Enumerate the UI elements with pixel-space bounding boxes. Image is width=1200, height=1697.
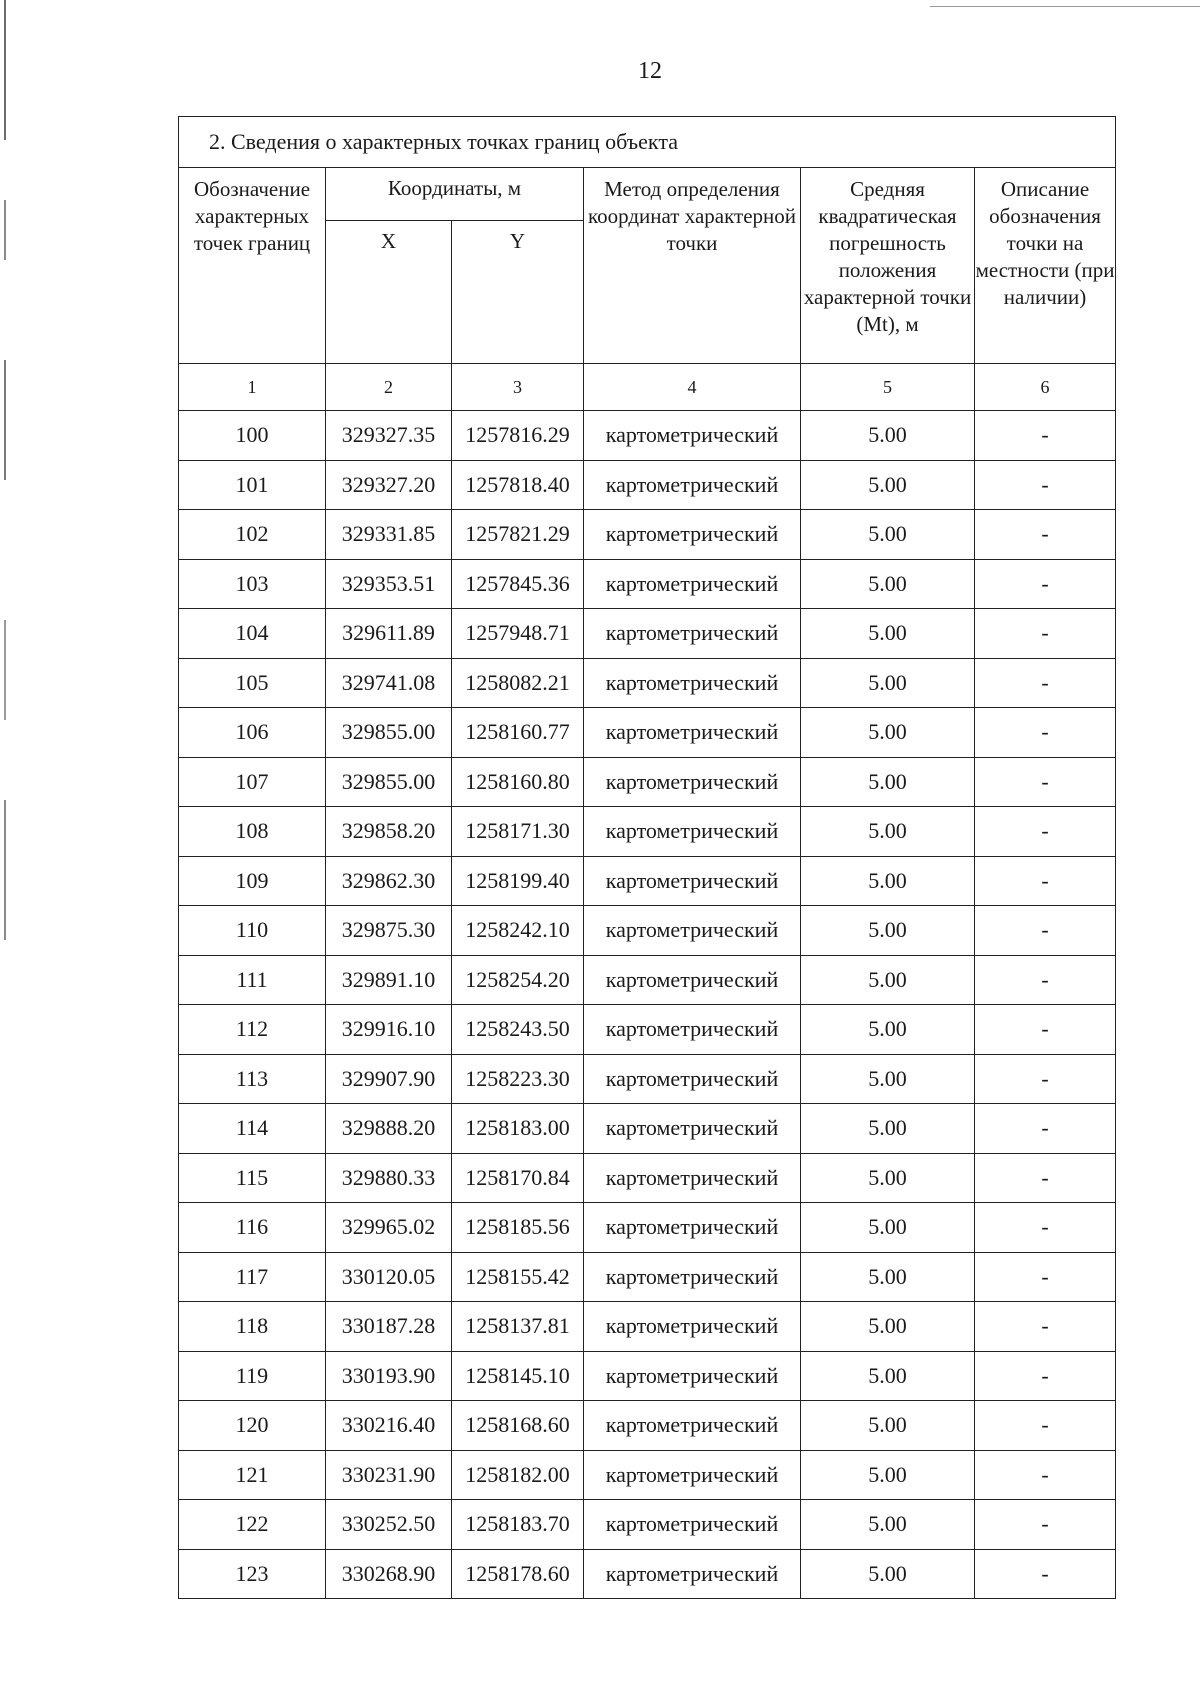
table-row	[179, 1549, 1116, 1599]
header-y: Y	[452, 221, 584, 364]
method: картометрический	[584, 1302, 801, 1352]
column-number: 3	[452, 364, 584, 411]
error-mt: 5.00	[801, 955, 975, 1005]
error-mt: 5.00	[801, 510, 975, 560]
method: картометрический	[584, 1054, 801, 1104]
header-description: Описание обозначения точки на местности (при наличии)	[975, 168, 1116, 364]
header-designation: Обозначение характерных точек границ	[179, 168, 326, 364]
column-number: 2	[326, 364, 452, 411]
coord-x: 329888.20	[326, 1104, 452, 1154]
table-row	[179, 906, 1116, 956]
error-mt: 5.00	[801, 757, 975, 807]
coord-x: 329875.30	[326, 906, 452, 956]
coord-y: 1258182.00	[452, 1450, 584, 1500]
error-mt: 5.00	[801, 1401, 975, 1451]
point-designation: 102	[179, 510, 326, 560]
description: -	[975, 1401, 1116, 1451]
coord-y: 1258160.80	[452, 757, 584, 807]
method: картометрический	[584, 460, 801, 510]
coord-y: 1258223.30	[452, 1054, 584, 1104]
coord-x: 330120.05	[326, 1252, 452, 1302]
coord-x: 329891.10	[326, 955, 452, 1005]
point-designation: 120	[179, 1401, 326, 1451]
point-designation: 116	[179, 1203, 326, 1253]
coord-x: 329916.10	[326, 1005, 452, 1055]
coord-y: 1258183.70	[452, 1500, 584, 1550]
coord-y: 1258168.60	[452, 1401, 584, 1451]
coord-y: 1258178.60	[452, 1549, 584, 1599]
table-row	[179, 856, 1116, 906]
table-row	[179, 1252, 1116, 1302]
method: картометрический	[584, 1252, 801, 1302]
table-row	[179, 1500, 1116, 1550]
error-mt: 5.00	[801, 1153, 975, 1203]
coord-y: 1257818.40	[452, 460, 584, 510]
description: -	[975, 1450, 1116, 1500]
header-x: X	[326, 221, 452, 364]
boundary-points-table	[178, 116, 1116, 1599]
method: картометрический	[584, 807, 801, 857]
coord-x: 329880.33	[326, 1153, 452, 1203]
table-row	[179, 411, 1116, 461]
method: картометрический	[584, 1104, 801, 1154]
point-designation: 121	[179, 1450, 326, 1500]
column-numbers-row	[179, 364, 1116, 411]
coord-y: 1258254.20	[452, 955, 584, 1005]
error-mt: 5.00	[801, 708, 975, 758]
method: картометрический	[584, 1351, 801, 1401]
description: -	[975, 510, 1116, 560]
point-designation: 112	[179, 1005, 326, 1055]
header-coordinates: Координаты, м	[326, 168, 584, 221]
point-designation: 111	[179, 955, 326, 1005]
description: -	[975, 1549, 1116, 1599]
error-mt: 5.00	[801, 1302, 975, 1352]
description: -	[975, 1153, 1116, 1203]
coord-x: 329855.00	[326, 708, 452, 758]
coord-x: 330187.28	[326, 1302, 452, 1352]
table-row	[179, 807, 1116, 857]
table-row	[179, 757, 1116, 807]
description: -	[975, 1203, 1116, 1253]
table-row	[179, 510, 1116, 560]
point-designation: 110	[179, 906, 326, 956]
coord-y: 1257821.29	[452, 510, 584, 560]
point-designation: 119	[179, 1351, 326, 1401]
description: -	[975, 460, 1116, 510]
error-mt: 5.00	[801, 1500, 975, 1550]
coord-x: 329353.51	[326, 559, 452, 609]
table-row	[179, 460, 1116, 510]
table-row	[179, 1005, 1116, 1055]
point-designation: 123	[179, 1549, 326, 1599]
error-mt: 5.00	[801, 1203, 975, 1253]
table-row	[179, 559, 1116, 609]
page-number: 12	[638, 58, 662, 84]
table-row	[179, 658, 1116, 708]
method: картометрический	[584, 1450, 801, 1500]
point-designation: 103	[179, 559, 326, 609]
coord-x: 330193.90	[326, 1351, 452, 1401]
coord-x: 329855.00	[326, 757, 452, 807]
coord-y: 1257948.71	[452, 609, 584, 659]
coord-y: 1258137.81	[452, 1302, 584, 1352]
description: -	[975, 1302, 1116, 1352]
coord-x: 329907.90	[326, 1054, 452, 1104]
coord-x: 330231.90	[326, 1450, 452, 1500]
table-row	[179, 1401, 1116, 1451]
point-designation: 101	[179, 460, 326, 510]
point-designation: 108	[179, 807, 326, 857]
coord-x: 329858.20	[326, 807, 452, 857]
error-mt: 5.00	[801, 1252, 975, 1302]
section-title: 2. Сведения о характерных точках границ объекта	[179, 117, 1116, 168]
description: -	[975, 708, 1116, 758]
description: -	[975, 1351, 1116, 1401]
description: -	[975, 658, 1116, 708]
method: картометрический	[584, 411, 801, 461]
point-designation: 115	[179, 1153, 326, 1203]
header-error: Средняя квадратическая погрешность положения характерной точки (Mt), м	[801, 168, 975, 364]
method: картометрический	[584, 1549, 801, 1599]
coord-x: 329741.08	[326, 658, 452, 708]
method: картометрический	[584, 609, 801, 659]
coord-y: 1258170.84	[452, 1153, 584, 1203]
description: -	[975, 906, 1116, 956]
coord-y: 1258082.21	[452, 658, 584, 708]
error-mt: 5.00	[801, 1351, 975, 1401]
description: -	[975, 411, 1116, 461]
table-row	[179, 1351, 1116, 1401]
error-mt: 5.00	[801, 1005, 975, 1055]
method: картометрический	[584, 955, 801, 1005]
error-mt: 5.00	[801, 906, 975, 956]
coord-y: 1258160.77	[452, 708, 584, 758]
table-row	[179, 708, 1116, 758]
coord-y: 1258185.56	[452, 1203, 584, 1253]
header-method: Метод определения координат характерной точки	[584, 168, 801, 364]
error-mt: 5.00	[801, 1450, 975, 1500]
point-designation: 118	[179, 1302, 326, 1352]
description: -	[975, 1054, 1116, 1104]
description: -	[975, 757, 1116, 807]
table-row	[179, 1302, 1116, 1352]
table-row	[179, 955, 1116, 1005]
method: картометрический	[584, 1401, 801, 1451]
coord-y: 1258183.00	[452, 1104, 584, 1154]
point-designation: 106	[179, 708, 326, 758]
error-mt: 5.00	[801, 658, 975, 708]
coord-y: 1258243.50	[452, 1005, 584, 1055]
point-designation: 122	[179, 1500, 326, 1550]
method: картометрический	[584, 1153, 801, 1203]
method: картометрический	[584, 559, 801, 609]
coord-y: 1258171.30	[452, 807, 584, 857]
error-mt: 5.00	[801, 609, 975, 659]
coord-y: 1257845.36	[452, 559, 584, 609]
column-number: 5	[801, 364, 975, 411]
coord-x: 329965.02	[326, 1203, 452, 1253]
coord-x: 329862.30	[326, 856, 452, 906]
method: картометрический	[584, 1500, 801, 1550]
description: -	[975, 955, 1116, 1005]
error-mt: 5.00	[801, 460, 975, 510]
description: -	[975, 807, 1116, 857]
method: картометрический	[584, 906, 801, 956]
error-mt: 5.00	[801, 1549, 975, 1599]
point-designation: 105	[179, 658, 326, 708]
coord-x: 329327.20	[326, 460, 452, 510]
description: -	[975, 1500, 1116, 1550]
table-row	[179, 1153, 1116, 1203]
description: -	[975, 609, 1116, 659]
error-mt: 5.00	[801, 559, 975, 609]
point-designation: 117	[179, 1252, 326, 1302]
table-row	[179, 1104, 1116, 1154]
table-row	[179, 1203, 1116, 1253]
column-number: 6	[975, 364, 1116, 411]
coord-y: 1258145.10	[452, 1351, 584, 1401]
error-mt: 5.00	[801, 411, 975, 461]
point-designation: 113	[179, 1054, 326, 1104]
coord-y: 1258199.40	[452, 856, 584, 906]
description: -	[975, 1104, 1116, 1154]
coord-x: 329331.85	[326, 510, 452, 560]
coord-y: 1257816.29	[452, 411, 584, 461]
table-row	[179, 609, 1116, 659]
coord-y: 1258242.10	[452, 906, 584, 956]
coord-x: 330252.50	[326, 1500, 452, 1550]
table-row	[179, 1054, 1116, 1104]
description: -	[975, 1252, 1116, 1302]
scan-edge-left	[4, 0, 6, 1000]
error-mt: 5.00	[801, 807, 975, 857]
table-body	[179, 411, 1116, 1599]
column-number: 1	[179, 364, 326, 411]
coord-x: 330216.40	[326, 1401, 452, 1451]
coord-x: 329611.89	[326, 609, 452, 659]
method: картометрический	[584, 856, 801, 906]
point-designation: 114	[179, 1104, 326, 1154]
table-row	[179, 1450, 1116, 1500]
method: картометрический	[584, 658, 801, 708]
error-mt: 5.00	[801, 1104, 975, 1154]
scan-edge-top	[930, 6, 1200, 7]
error-mt: 5.00	[801, 856, 975, 906]
method: картометрический	[584, 1005, 801, 1055]
method: картометрический	[584, 708, 801, 758]
coord-x: 329327.35	[326, 411, 452, 461]
coord-y: 1258155.42	[452, 1252, 584, 1302]
error-mt: 5.00	[801, 1054, 975, 1104]
method: картометрический	[584, 1203, 801, 1253]
description: -	[975, 1005, 1116, 1055]
description: -	[975, 856, 1116, 906]
coord-x: 330268.90	[326, 1549, 452, 1599]
point-designation: 104	[179, 609, 326, 659]
point-designation: 107	[179, 757, 326, 807]
point-designation: 100	[179, 411, 326, 461]
method: картометрический	[584, 510, 801, 560]
point-designation: 109	[179, 856, 326, 906]
description: -	[975, 559, 1116, 609]
method: картометрический	[584, 757, 801, 807]
column-number: 4	[584, 364, 801, 411]
